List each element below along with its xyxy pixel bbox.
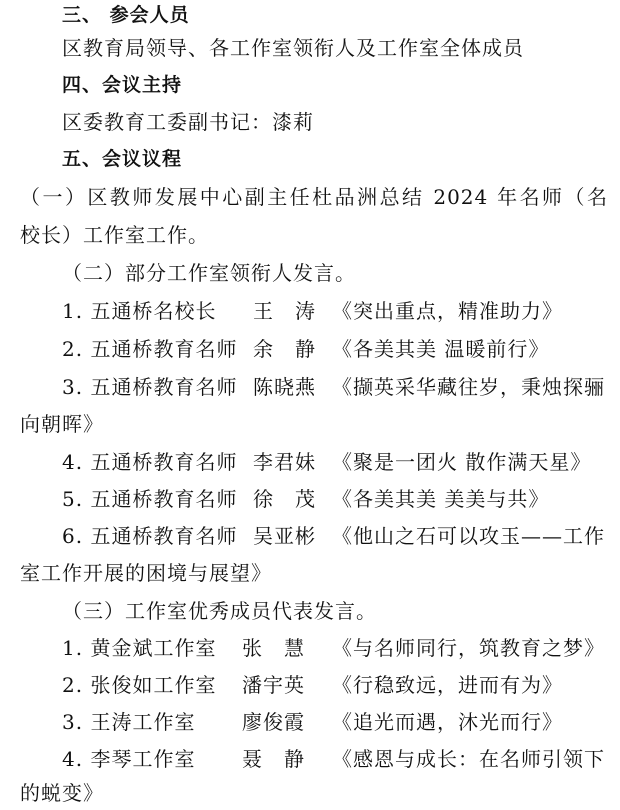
member-row bbox=[0, 668, 620, 702]
member-studio: 3. 王涛工作室 bbox=[62, 710, 196, 734]
section-5-heading: 五、会议议程 bbox=[62, 148, 183, 170]
speech-title: 《追光而遇，沐光而行》 bbox=[332, 710, 563, 734]
agenda-item-1-line1: （一）区教师发展中心副主任杜品洲总结 2024 年名师（名 bbox=[20, 185, 608, 209]
member-row bbox=[0, 742, 620, 776]
speaker-index: 3. 五通桥教育名师 bbox=[62, 375, 238, 399]
speaker-row bbox=[0, 482, 620, 516]
speaker-row bbox=[0, 445, 620, 479]
speech-title: 《撷英采华藏往岁，秉烛探骊 bbox=[332, 375, 605, 399]
member-studio: 4. 李琴工作室 bbox=[62, 747, 196, 771]
speaker-name: 王 涛 bbox=[253, 299, 316, 323]
speech-title: 《行稳致远，进而有为》 bbox=[332, 673, 563, 697]
speaker-name: 陈晓燕 bbox=[253, 375, 316, 399]
speech-title: 《感恩与成长：在名师引领下 bbox=[332, 747, 605, 771]
member-studio: 2. 张俊如工作室 bbox=[62, 673, 217, 697]
member-name: 廖俊霞 bbox=[242, 710, 305, 734]
speech-title: 《与名师同行，筑教育之梦》 bbox=[332, 636, 605, 660]
speaker-name: 徐 茂 bbox=[253, 487, 316, 511]
speaker-row bbox=[0, 519, 620, 553]
speaker-index: 4. 五通桥教育名师 bbox=[62, 450, 238, 474]
agenda-item-1-line2: 校长）工作室工作。 bbox=[20, 223, 209, 247]
member-name: 潘宇英 bbox=[242, 673, 305, 697]
speech-title: 《各美其美 美美与共》 bbox=[332, 487, 550, 511]
agenda-item-3: （三）工作室优秀成员代表发言。 bbox=[62, 599, 377, 623]
speaker-index: 5. 五通桥教育名师 bbox=[62, 487, 238, 511]
member-name: 聂 静 bbox=[242, 747, 305, 771]
speech-title-continued: 室工作开展的困境与展望》 bbox=[20, 561, 272, 585]
section-4-body: 区委教育工委副书记：漆莉 bbox=[62, 110, 314, 134]
speaker-name: 吴亚彬 bbox=[253, 524, 316, 548]
speaker-row bbox=[0, 370, 620, 404]
speech-title-continued: 的蜕变》 bbox=[20, 781, 104, 805]
agenda-item-2: （二）部分工作室领衔人发言。 bbox=[62, 261, 356, 285]
speaker-row bbox=[0, 294, 620, 328]
speaker-index: 1. 五通桥名校长 bbox=[62, 299, 217, 323]
member-name: 张 慧 bbox=[242, 636, 305, 660]
member-row bbox=[0, 705, 620, 739]
speaker-index: 2. 五通桥教育名师 bbox=[62, 337, 238, 361]
section-3-body: 区教育局领导、各工作室领衔人及工作室全体成员 bbox=[62, 36, 524, 60]
speech-title-continued: 向朝晖》 bbox=[20, 412, 104, 436]
speech-title: 《他山之石可以攻玉——工作 bbox=[332, 524, 605, 548]
section-3-heading: 三、 参会人员 bbox=[62, 4, 190, 26]
speaker-name: 李君妹 bbox=[253, 450, 316, 474]
member-studio: 1. 黄金斌工作室 bbox=[62, 636, 217, 660]
section-4-heading: 四、会议主持 bbox=[62, 74, 183, 96]
speech-title: 《聚是一团火 散作满天星》 bbox=[332, 450, 592, 474]
speaker-index: 6. 五通桥教育名师 bbox=[62, 524, 238, 548]
speech-title: 《各美其美 温暖前行》 bbox=[332, 337, 550, 361]
speaker-name: 余 静 bbox=[253, 337, 316, 361]
speaker-row bbox=[0, 332, 620, 366]
speech-title: 《突出重点，精准助力》 bbox=[332, 299, 563, 323]
member-row bbox=[0, 631, 620, 665]
